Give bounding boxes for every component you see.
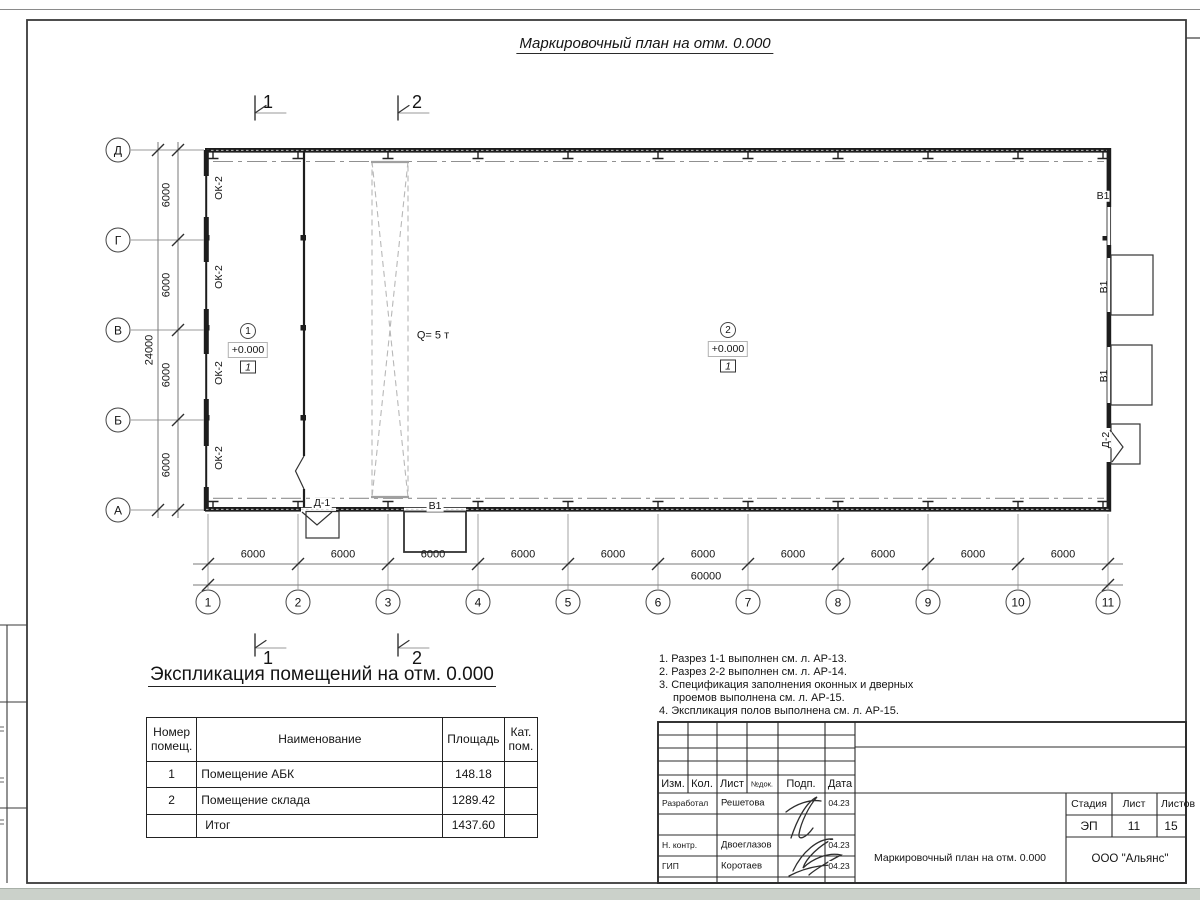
room-num-cell: 2 — [147, 788, 197, 815]
floor-type-marker: 1 — [720, 360, 736, 373]
dock-v1-mid — [1111, 255, 1153, 315]
dim-total-label: 60000 — [690, 570, 722, 583]
room-number-bubble: 2 — [720, 322, 736, 338]
crane-rails — [213, 162, 1104, 499]
dim-label: 6000 — [160, 452, 173, 478]
stamp-role: ГИП — [662, 861, 679, 871]
bottom-bar — [0, 888, 1200, 900]
table-header: Кат. пом. — [504, 718, 538, 762]
axis-bubble-col-2: 2 — [286, 590, 311, 615]
door-label-d2: Д-2 — [1099, 431, 1112, 449]
gate-v1-bottom — [404, 512, 466, 553]
section-marks — [255, 96, 429, 656]
dim-label: 6000 — [330, 548, 356, 561]
dim-label: 6000 — [160, 182, 173, 208]
drawing-title: Маркировочный план на отм. 0.000 — [516, 36, 773, 54]
stamp-col-data: Дата — [827, 778, 853, 790]
axis-bubble-col-6: 6 — [646, 590, 671, 615]
room-name-cell: Помещение АБК — [197, 762, 443, 788]
room-cat-cell — [504, 762, 538, 788]
stamp-col-list: Лист — [720, 778, 744, 790]
window-label-ok2: ОК-2 — [212, 176, 225, 200]
stamp-date: 04.23 — [828, 840, 850, 850]
dim-label: 6000 — [240, 548, 266, 561]
axis-bubble-row-b: Б — [106, 408, 131, 433]
dim-total-label: 24000 — [143, 334, 156, 366]
section-number-1-bottom: 1 — [262, 648, 274, 668]
dim-label: 6000 — [510, 548, 536, 561]
stamp-role: Н. контр. — [662, 840, 698, 850]
stamp-stage-value: ЭП — [1080, 819, 1098, 833]
room-area-cell: 1437.60 — [443, 815, 504, 838]
axis-bubble-col-7: 7 — [736, 590, 761, 615]
dim-label: 6000 — [160, 362, 173, 388]
note-line: 4. Экспликация полов выполнена см. л. АР-15. — [659, 705, 899, 717]
window-label-ok2: ОК-2 — [212, 446, 225, 470]
axis-bubble-row-v: В — [106, 318, 131, 343]
interior-column-squares — [204, 235, 1107, 421]
note-line: 1. Разрез 1-1 выполнен см. л. АР-13. — [659, 653, 847, 665]
dim-label: 6000 — [600, 548, 626, 561]
stamp-org-name: ООО "Альянс" — [1091, 853, 1169, 865]
stamp-col-kol: Кол. — [691, 778, 713, 790]
door-d2-leaf — [1110, 430, 1123, 462]
section-number-1-top: 1 — [262, 92, 274, 112]
stamp-sheet-label: Лист — [1122, 798, 1146, 810]
dim-label: 6000 — [1050, 548, 1076, 561]
stamp-doc-title: Маркировочный план на отм. 0.000 — [873, 852, 1047, 864]
crane-symbol — [371, 162, 409, 498]
section-number-2-bottom: 2 — [411, 648, 423, 668]
room-elevation: +0.000 — [228, 342, 268, 358]
stamp-stage-label: Стадия — [1071, 798, 1107, 810]
table-row — [147, 815, 538, 838]
dim-label: 6000 — [960, 548, 986, 561]
axis-extension-lines — [131, 150, 1108, 589]
stamp-sheets-value: 15 — [1164, 819, 1178, 833]
room-number-bubble: 1 — [240, 323, 256, 339]
note-line: 3. Спецификация заполнения оконных и дверных — [659, 679, 914, 691]
column-marks-bottom — [208, 502, 1109, 508]
room-elevation: +0.000 — [708, 341, 748, 357]
building-walls — [204, 148, 1111, 512]
axis-bubble-col-5: 5 — [556, 590, 581, 615]
signature-razrabotal — [786, 797, 821, 838]
crane-capacity-label: Q= 5 т — [416, 329, 450, 342]
room-name-cell: Помещение склада — [197, 788, 443, 815]
explication-table — [146, 717, 538, 838]
axis-bubble-col-1: 1 — [196, 590, 221, 615]
stamp-name: Коротаев — [721, 860, 763, 872]
axis-bubble-col-3: 3 — [376, 590, 401, 615]
dim-label: 6000 — [420, 548, 446, 561]
stamp-role: Разработал — [662, 798, 709, 808]
section-number-2-top: 2 — [411, 92, 423, 112]
binding-margin-lines — [0, 625, 27, 883]
dim-label: 6000 — [690, 548, 716, 561]
axis-bubble-col-4: 4 — [466, 590, 491, 615]
room-area-cell: 148.18 — [443, 762, 504, 788]
table-header: Площадь — [443, 718, 504, 762]
stamp-col-podp: Подп. — [786, 778, 816, 790]
dock-v1-low — [1111, 345, 1152, 405]
explication-title: Экспликация помещений на отм. 0.000 — [150, 664, 494, 685]
room-num-cell — [147, 815, 197, 838]
gate-label-v1: В1 — [1097, 369, 1110, 383]
dim-label: 6000 — [870, 548, 896, 561]
axis-bubble-col-11: 11 — [1096, 590, 1121, 615]
stamp-sheet-value: 11 — [1127, 819, 1141, 833]
stamp-sheets-label: Листов — [1160, 798, 1196, 810]
stamp-date: 04.23 — [828, 798, 850, 808]
stamp-name: Решетова — [721, 797, 765, 809]
room-cat-cell — [504, 788, 538, 815]
floor-type-marker: 1 — [240, 361, 256, 374]
window-label-ok2: ОК-2 — [212, 361, 225, 385]
room-area-cell: 1289.42 — [443, 788, 504, 815]
room-name-cell: Итог — [197, 815, 443, 838]
margin-label-fragment — [0, 727, 4, 824]
porch-d1 — [306, 512, 339, 539]
gate-label-v1: В1 — [1097, 280, 1110, 294]
stamp-date: 04.23 — [828, 861, 850, 871]
window-label-ok2: ОК-2 — [212, 265, 225, 289]
stamp-col-izm: Изм. — [661, 778, 685, 790]
axis-bubble-col-9: 9 — [916, 590, 941, 615]
axis-bubble-row-a: А — [106, 498, 131, 523]
axis-bubble-col-8: 8 — [826, 590, 851, 615]
note-line: проемов выполнена см. л. АР-15. — [673, 692, 845, 704]
gate-label-v1: В1 — [428, 499, 442, 512]
table-row — [147, 762, 538, 788]
axis-bubble-col-10: 10 — [1006, 590, 1031, 615]
dimension-ticks — [152, 144, 1114, 591]
partition-door-leaf — [296, 456, 305, 489]
dim-label: 6000 — [780, 548, 806, 561]
gate-label-v1: В1 — [1096, 189, 1110, 202]
dimension-lines — [158, 142, 1123, 585]
stamp-col-ndok: №док. — [751, 779, 773, 789]
axis-bubble-row-d: Д — [106, 138, 131, 163]
room-num-cell: 1 — [147, 762, 197, 788]
table-header: Номер помещ. — [147, 718, 197, 762]
axis-bubble-row-g: Г — [106, 228, 131, 253]
room-cat-cell — [504, 815, 538, 838]
column-marks-top — [208, 153, 1109, 159]
door-label-d1: Д-1 — [313, 496, 331, 509]
note-line: 2. Разрез 2-2 выполнен см. л. АР-14. — [659, 666, 847, 678]
stamp-name: Двоеглазов — [721, 839, 772, 851]
dim-label: 6000 — [160, 272, 173, 298]
table-row — [147, 788, 538, 815]
table-header: Наименование — [197, 718, 443, 762]
